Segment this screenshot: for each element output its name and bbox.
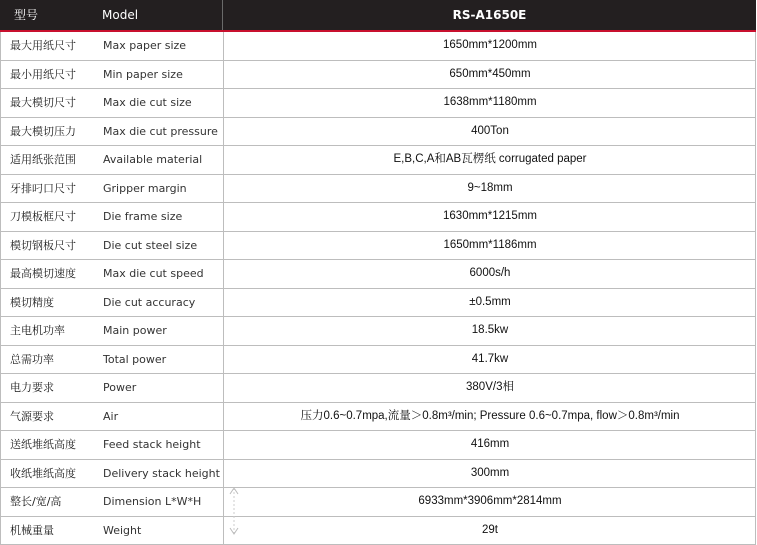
spec-label-en: Max die cut speed — [103, 260, 204, 288]
dimension-arrow-icon — [229, 486, 239, 536]
table-row — [1, 488, 755, 517]
spec-label-zh: 电力要求 — [10, 374, 54, 402]
spec-label-en: Max die cut size — [103, 89, 192, 117]
table-row — [1, 289, 755, 318]
table-row — [1, 317, 755, 346]
spec-label-en: Die cut accuracy — [103, 289, 195, 317]
spec-value: ±0.5mm — [224, 289, 756, 317]
spec-label-zh: 模切精度 — [10, 289, 54, 317]
spec-label-en: Power — [103, 374, 136, 402]
spec-label-en: Delivery stack height — [103, 460, 220, 488]
spec-label-zh: 气源要求 — [10, 403, 54, 431]
table-row — [1, 403, 755, 432]
spec-label-en: Die cut steel size — [103, 232, 197, 260]
table-row — [1, 146, 755, 175]
table-row — [1, 374, 755, 403]
spec-label-zh: 适用纸张范围 — [10, 146, 76, 174]
spec-value: 300mm — [224, 460, 756, 488]
spec-label-zh: 最小用纸尺寸 — [10, 61, 76, 89]
header-model-value: RS-A1650E — [223, 0, 756, 30]
spec-label-en: Feed stack height — [103, 431, 201, 459]
spec-label-zh: 牙排叼口尺寸 — [10, 175, 76, 203]
spec-value: 416mm — [224, 431, 756, 459]
table-row — [1, 118, 755, 147]
spec-value: 6000s/h — [224, 260, 756, 288]
spec-label-en: Weight — [103, 517, 141, 545]
header-model-en: Model — [102, 0, 138, 30]
table-body — [0, 32, 756, 545]
spec-label-zh: 最大模切压力 — [10, 118, 76, 146]
spec-label-en: Max paper size — [103, 32, 186, 60]
spec-label-zh: 最大模切尺寸 — [10, 89, 76, 117]
spec-value: 380V/3相 — [224, 374, 756, 402]
spec-value: 650mm*450mm — [224, 61, 756, 89]
header-model-zh: 型号 — [14, 0, 38, 30]
table-row — [1, 232, 755, 261]
spec-label-zh: 送纸堆纸高度 — [10, 431, 76, 459]
spec-label-zh: 刀模板框尺寸 — [10, 203, 76, 231]
spec-label-zh: 收纸堆纸高度 — [10, 460, 76, 488]
spec-label-en: Air — [103, 403, 118, 431]
spec-label-en: Dimension L*W*H — [103, 488, 201, 516]
spec-label-zh: 主电机功率 — [10, 317, 65, 345]
spec-value: 1650mm*1200mm — [224, 32, 756, 60]
table-row — [1, 32, 755, 61]
table-header — [0, 0, 756, 32]
table-row — [1, 203, 755, 232]
spec-value: 29t — [224, 517, 756, 545]
table-row — [1, 260, 755, 289]
spec-label-zh: 整长/宽/高 — [10, 488, 61, 516]
spec-label-zh: 总需功率 — [10, 346, 54, 374]
spec-label-en: Main power — [103, 317, 167, 345]
spec-label-zh: 机械重量 — [10, 517, 54, 545]
spec-value: 1638mm*1180mm — [224, 89, 756, 117]
spec-value: 压力0.6~0.7mpa,流量＞0.8m³/min; Pressure 0.6~0.7mpa, flow＞0.8m³/min — [224, 403, 756, 431]
spec-label-en: Total power — [103, 346, 166, 374]
spec-label-en: Die frame size — [103, 203, 182, 231]
spec-value: 9~18mm — [224, 175, 756, 203]
table-row — [1, 460, 755, 489]
spec-label-zh: 最大用纸尺寸 — [10, 32, 76, 60]
spec-value: 1630mm*1215mm — [224, 203, 756, 231]
spec-label-zh: 最高模切速度 — [10, 260, 76, 288]
table-row — [1, 431, 755, 460]
spec-label-en: Min paper size — [103, 61, 183, 89]
spec-value: 400Ton — [224, 118, 756, 146]
spec-label-en: Available material — [103, 146, 202, 174]
table-row — [1, 89, 755, 118]
spec-value: 1650mm*1186mm — [224, 232, 756, 260]
spec-label-zh: 模切钢板尺寸 — [10, 232, 76, 260]
spec-label-en: Max die cut pressure — [103, 118, 218, 146]
table-row — [1, 175, 755, 204]
spec-value: 6933mm*3906mm*2814mm — [224, 488, 756, 516]
table-row — [1, 517, 755, 545]
spec-label-en: Gripper margin — [103, 175, 187, 203]
spec-value: E,B,C,A和AB瓦楞纸 corrugated paper — [224, 146, 756, 174]
table-row — [1, 346, 755, 375]
table-row — [1, 61, 755, 90]
spec-value: 18.5kw — [224, 317, 756, 345]
spec-value: 41.7kw — [224, 346, 756, 374]
